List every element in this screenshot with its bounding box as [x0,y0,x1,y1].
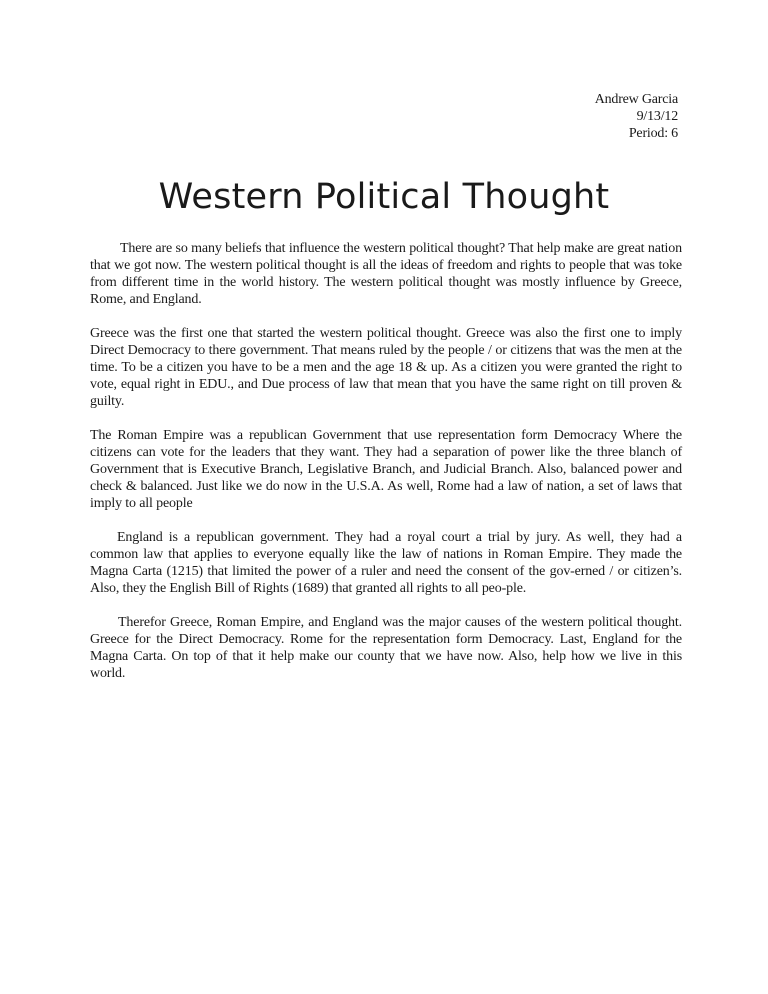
class-period: Period: 6 [628,126,678,141]
essay-body [90,240,682,699]
paragraph-introduction: There are so many beliefs that influence the western political thought? That help make are great nation that we got now. The western political thought is all the ideas of freedom and rights to people that was toke from different time in the world history. The western political thought was mostly influence by Greece, Rome, and England. [90,241,682,307]
document-title: Western Political Thought [158,177,610,217]
paragraph-conclusion: Therefor Greece, Roman Empire, and England was the major causes of the western political thought. Greece for the Direct Democracy. Rome for the representation form Democracy. Last, England for the Magna Carta. On top of that it help make our county that we have now. Also, help how we live in this world. [90,615,682,681]
heading-block [595,91,678,142]
document-date: 9/13/12 [636,109,678,124]
author-name: Andrew Garcia [594,92,678,107]
paragraph-england: England is a republican government. They had a royal court a trial by jury. As well, they had a common law that applies to everyone equally like the law of nations in Roman Empire. They made the Magna Carta (1215) that limited the power of a ruler and need the consent of the gov-erned / or citizen’s. Also, they the English Bill of Rights (1689) that granted all rights to all peo-ple. [90,530,682,596]
paragraph-greece: Greece was the first one that started the western political thought. Greece was also the first one to imply Direct Democracy to there government. That means ruled by the people / or citizens that was the men at the time. To be a citizen you have to be a men and the age 18 & up. As a citizen you were granted the right to vote, equal right in EDU., and Due process of law that mean that you have the same right on till proven & guilty. [90,326,682,409]
paragraph-rome: The Roman Empire was a republican Government that use representation form Democracy Where the citizens can vote for the leaders that they want. They had a separation of power like the three blanch of Government that is Executive Branch, Legislative Branch, and Judicial Branch. Also, balanced power and check & balanced. Just like we do now in the U.S.A. As well, Rome had a law of nation, a set of laws that imply to all people [90,428,682,511]
